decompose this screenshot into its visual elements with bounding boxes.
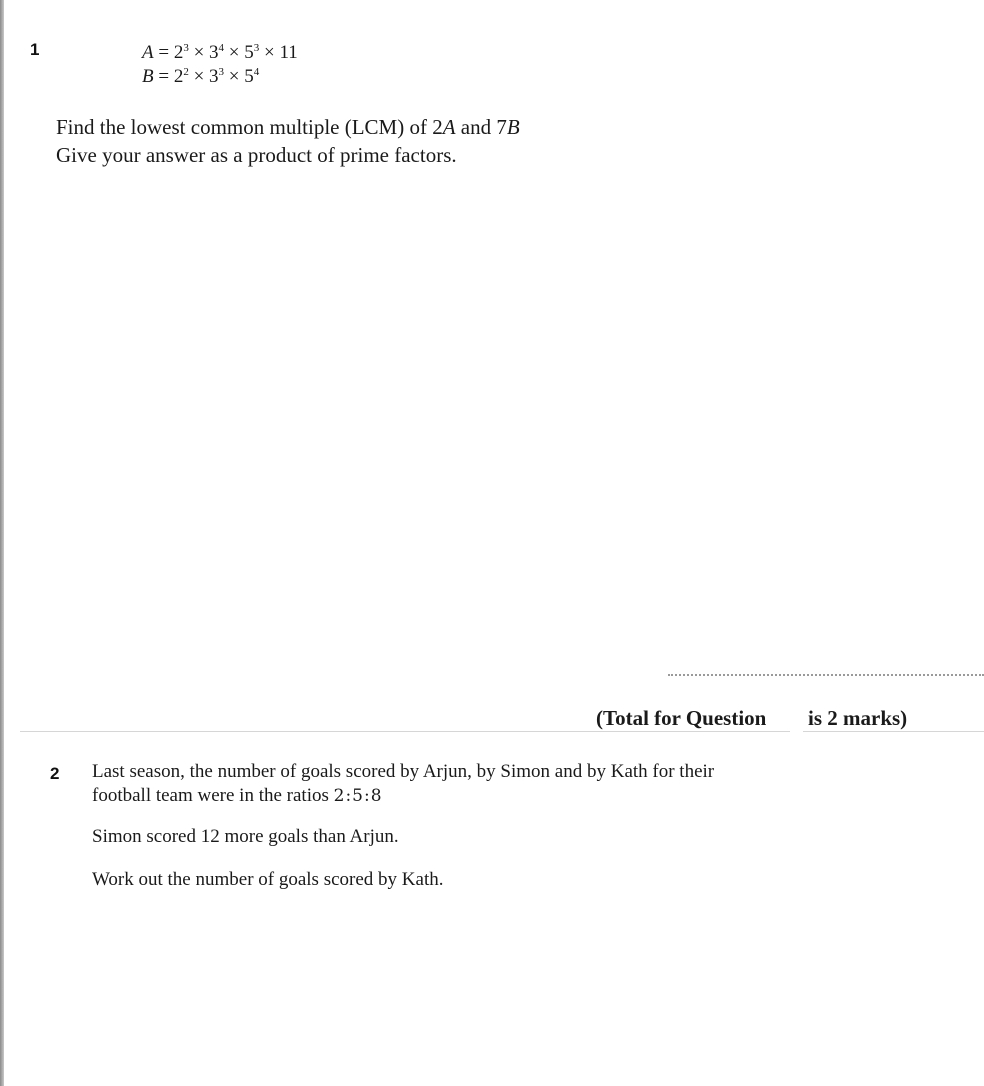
ratio-value: 2:5:8 (333, 786, 383, 806)
page-left-edge (0, 0, 4, 1086)
question-2-line-3: Simon scored 12 more goals than Arjun. (92, 826, 399, 847)
question-2-line-2: football team were in the ratios 2:5:8 (92, 785, 383, 806)
question-1-instruction: Find the lowest common multiple (LCM) of 2A and 7B (56, 115, 520, 139)
question-2-line-1: Last season, the number of goals scored by Arjun, by Simon and by Kath for their (92, 761, 715, 782)
question-1-instruction-2: Give your answer as a product of prime factors. (56, 143, 457, 167)
question-2-number: 2 (50, 764, 60, 783)
question-2-line-4: Work out the number of goals scored by Kath. (92, 869, 444, 890)
question-1-number: 1 (30, 40, 40, 59)
question-divider-right (803, 731, 984, 732)
total-marks-label: (Total for Question (596, 706, 767, 730)
equation-a: $A = 2^3 \times 3^4 \times 5^3 \times 11$ (142, 42, 298, 63)
equation-b: $B = 2^2 \times 3^3 \times 5^4$ (142, 66, 260, 87)
question-divider (20, 731, 790, 732)
total-marks-value: is 2 marks) (808, 706, 908, 730)
answer-line[interactable] (668, 674, 984, 676)
